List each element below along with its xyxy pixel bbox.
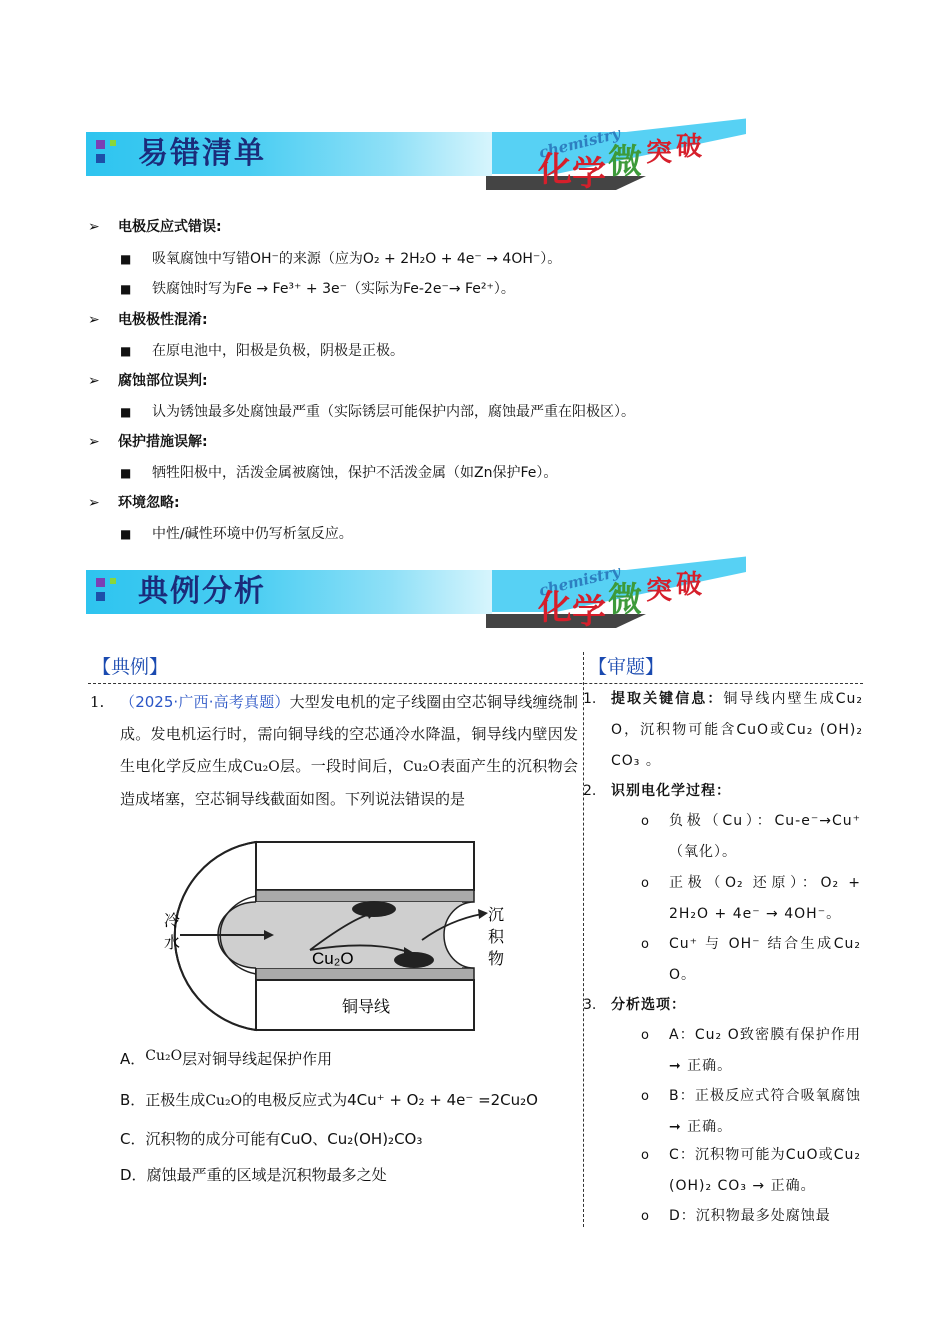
error-heading-1: ➢ 电极反应式错误: — [88, 219, 222, 235]
analysis-header: 【审题】 — [588, 656, 665, 678]
bullet: o — [641, 1209, 649, 1224]
error-item: ■ 认为锈蚀最多处腐蚀最严重（实际锈层可能保护内部，腐蚀最严重在阳极区）。 — [120, 404, 635, 420]
analysis-item: B：正极反应式符合吸氧腐蚀 ➞ 正确。 — [669, 1088, 861, 1135]
question-source: （2025·广西·高考真题） — [120, 693, 290, 711]
banner-examples: 典例分析 chemistry 化 学 微 突 破 — [86, 550, 746, 628]
analysis-item: 负极（Cu）：Cu-e⁻→Cu⁺（氧化）。 — [669, 813, 861, 860]
bullet: o — [641, 876, 649, 891]
bullet: o — [641, 814, 649, 829]
analysis-item: Cu⁺ 与 OH⁻ 结合生成Cu₂ O。 — [669, 936, 861, 983]
bullet: o — [641, 1089, 649, 1104]
analysis-item: C：沉积物可能为CuO或Cu₂ (OH)₂ CO₃ → 正确。 — [669, 1147, 861, 1194]
error-item: ■ 铁腐蚀时写为Fe → Fe³⁺ + 3e⁻（实际为Fe-2e⁻→ Fe²⁺）。 — [120, 281, 515, 297]
analysis-step-2: 识别电化学过程： — [611, 783, 731, 799]
error-item: ■ 牺牲阳极中，活泼金属被腐蚀，保护不活泼金属（如Zn保护Fe）。 — [120, 465, 558, 481]
analysis-step-number: 3. — [583, 997, 597, 1013]
option-b[interactable]: B．正极生成Cu₂O的电极反应式为4Cu⁺ + O₂ + 4e⁻ =2Cu₂O — [120, 1091, 538, 1109]
banner-title: 易错清单 — [138, 136, 266, 171]
error-heading-2: ➢ 电极极性混淆: — [88, 312, 208, 328]
logo-chemistry: chemistry — [537, 562, 623, 600]
banner-title: 典例分析 — [138, 574, 266, 609]
example-header: 【典例】 — [92, 656, 169, 678]
label-deposit-3: 物 — [488, 951, 505, 968]
analysis-item: D：沉积物最多处腐蚀最 — [669, 1208, 831, 1224]
error-item: ■ 中性/碱性环境中仍写析氢反应。 — [120, 526, 353, 542]
option-c[interactable]: C．沉积物的成分可能有CuO、Cu₂(OH)₂CO₃ — [120, 1130, 423, 1148]
error-heading-3: ➢ 腐蚀部位误判: — [88, 373, 208, 389]
label-cu2o: Cu₂O — [312, 949, 354, 968]
logo-chemistry: chemistry — [537, 124, 623, 162]
question-text: （2025·广西·高考真题）大型发电机的定子线圈由空芯铜导线缠绕制成。发电机运行时，需向铜导线的空芯通冷水降温，铜导线内壁因发生电化学反应生成Cu₂O层。一段时间后，Cu₂O表面产生的沉积物会造成堵塞，空芯铜导线截面如图。下列说法错误的是 — [120, 693, 578, 808]
banner-errors: 易错清单 chemistry 化 学 微 突 破 — [86, 112, 746, 190]
error-heading-5: ➢ 环境忽略: — [88, 495, 180, 511]
label-copper-wire: 铜导线 — [342, 999, 391, 1016]
analysis-step-number: 1. — [583, 691, 597, 707]
bullet: o — [641, 1028, 649, 1043]
option-d[interactable]: D．腐蚀最严重的区域是沉积物最多之处 — [120, 1166, 387, 1184]
bullet: o — [641, 937, 649, 952]
analysis-panel — [583, 684, 865, 1244]
copper-wire-figure — [160, 840, 520, 1040]
analysis-step-3: 分析选项： — [611, 997, 686, 1013]
bullet: o — [641, 1148, 649, 1163]
label-deposit-2: 积 — [488, 929, 505, 946]
label-deposit-1: 沉 — [488, 907, 505, 924]
analysis-item: A：Cu₂ O致密膜有保护作用 ➞ 正确。 — [669, 1027, 861, 1074]
error-item: ■ 吸氧腐蚀中写错OH⁻的来源（应为O₂ + 2H₂O + 4e⁻ → 4OH⁻）。 — [120, 251, 562, 267]
question-number: 1. — [90, 693, 105, 711]
error-item: ■ 在原电池中，阳极是负极，阴极是正极。 — [120, 343, 404, 359]
analysis-step-number: 2. — [583, 783, 597, 799]
label-cold-water-1: 冷 — [164, 913, 181, 930]
error-heading-4: ➢ 保护措施误解: — [88, 434, 208, 450]
option-a[interactable]: A．Cu₂O层对铜导线起保护作用 — [120, 1048, 333, 1068]
label-cold-water-2: 水 — [164, 935, 181, 952]
analysis-step-1: 提取关键信息：铜导线内壁生成Cu₂ O，沉积物可能含CuO或Cu₂ (OH)₂ CO₃ 。 — [611, 691, 864, 769]
analysis-item: 正极（O₂ 还原）：O₂ + 2H₂O + 4e⁻ → 4OH⁻。 — [669, 875, 861, 922]
